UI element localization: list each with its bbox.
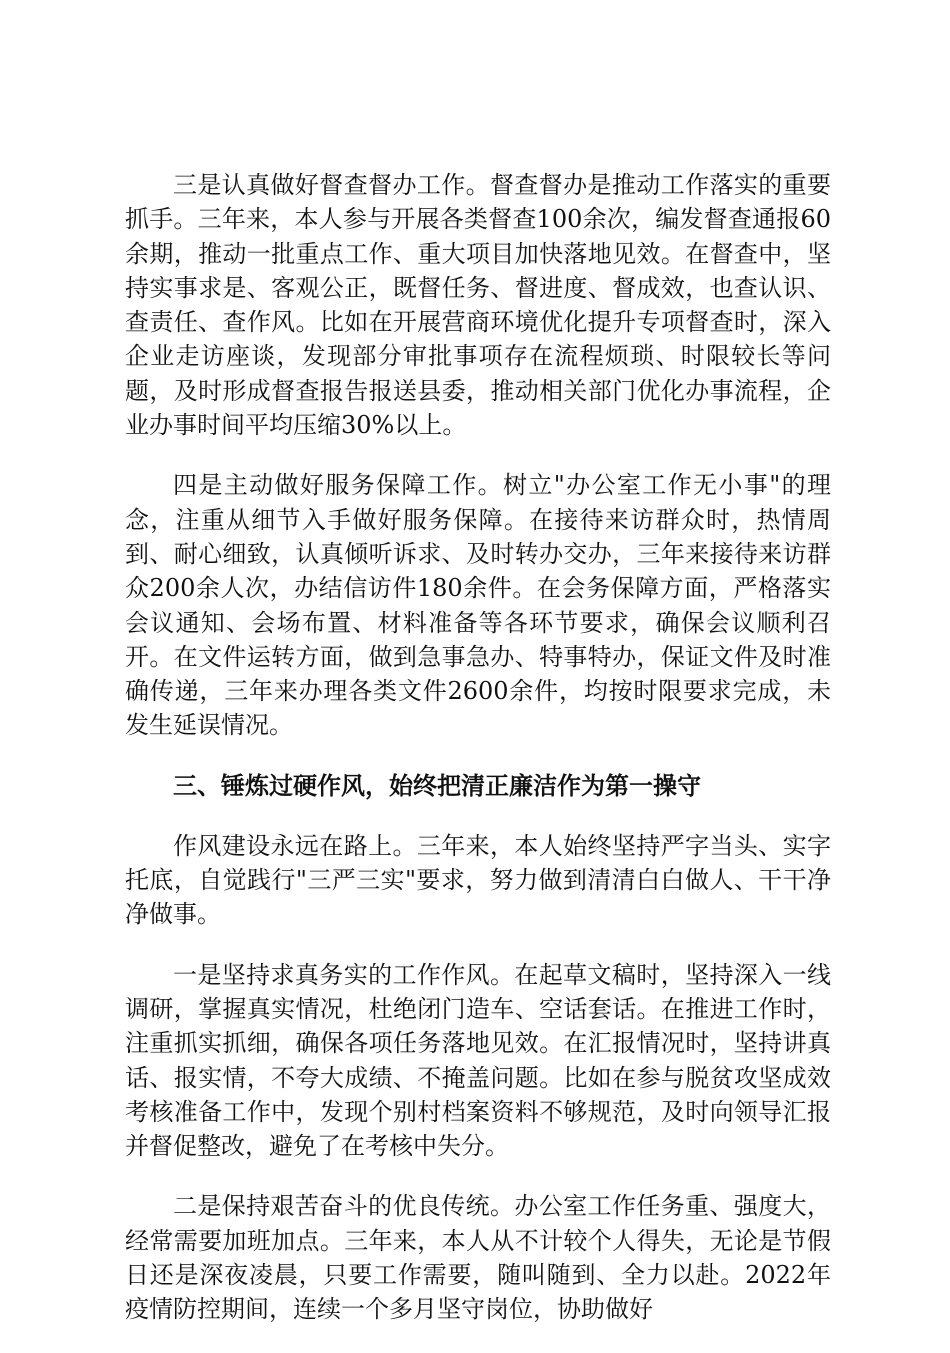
section-heading-work-style: 三、锤炼过硬作风，始终把清正廉洁作为第一操守 — [173, 771, 701, 800]
paragraph-pragmatic-style: 一是坚持求真务实的工作作风。在起草文稿时，坚持深入一线调研，掌握真实情况，杜绝闭门造车、空话套话。在推进工作时，注重抓实抓细，确保各项任务落地见效。在汇报情况时，坚持讲真话、报实情，不夸大成绩、不掩盖问题。比如在参与脱贫攻坚成效考核准备工作中，发现个别村档案资料不够规范，及时向领导汇报并督促整改，避免了在考核中失分。 — [125, 960, 831, 1161]
paragraph-hard-work: 二是保持艰苦奋斗的优良传统。办公室工作任务重、强度大，经常需要加班加点。三年来，本人从不计较个人得失，无论是节假日还是深夜凌晨，只要工作需要，随叫随到、全力以赴。2022年疫情防控期间，连续一个多月坚守岗位，协助做好 — [125, 1192, 831, 1324]
paragraph-work-style-intro: 作风建设永远在路上。三年来，本人始终坚持严字当头、实字托底，自觉践行"三严三实"要求，努力做到清清白白做人、干干净净做事。 — [125, 831, 831, 929]
document-page — [125, 168, 831, 1353]
paragraph-supervision: 三是认真做好督查督办工作。督查督办是推动工作落实的重要抓手。三年来，本人参与开展各类督查100余次，编发督查通报60余期，推动一批重点工作、重大项目加快落地见效。在督查中，坚持实事求是、客观公正，既督任务、督进度、督成效，也查认识、查责任、查作风。比如在开展营商环境优化提升专项督查时，深入企业走访座谈，发现部分审批事项存在流程烦琐、时限较长等问题，及时形成督查报告报送县委，推动相关部门优化办事流程，企业办事时间平均压缩30%以上。 — [125, 171, 831, 440]
paragraph-service-support: 四是主动做好服务保障工作。树立"办公室工作无小事"的理念，注重从细节入手做好服务保障。在接待来访群众时，热情周到、耐心细致，认真倾听诉求、及时转办交办，三年来接待来访群众200余人次，办结信访件180余件。在会务保障方面，严格落实会议通知、会场布置、材料准备等各环节要求，确保会议顺利召开。在文件运转方面，做到急事急办、特事特办，保证文件及时准确传递，三年来办理各类文件2600余件，均按时限要求完成，未发生延误情况。 — [125, 471, 831, 740]
